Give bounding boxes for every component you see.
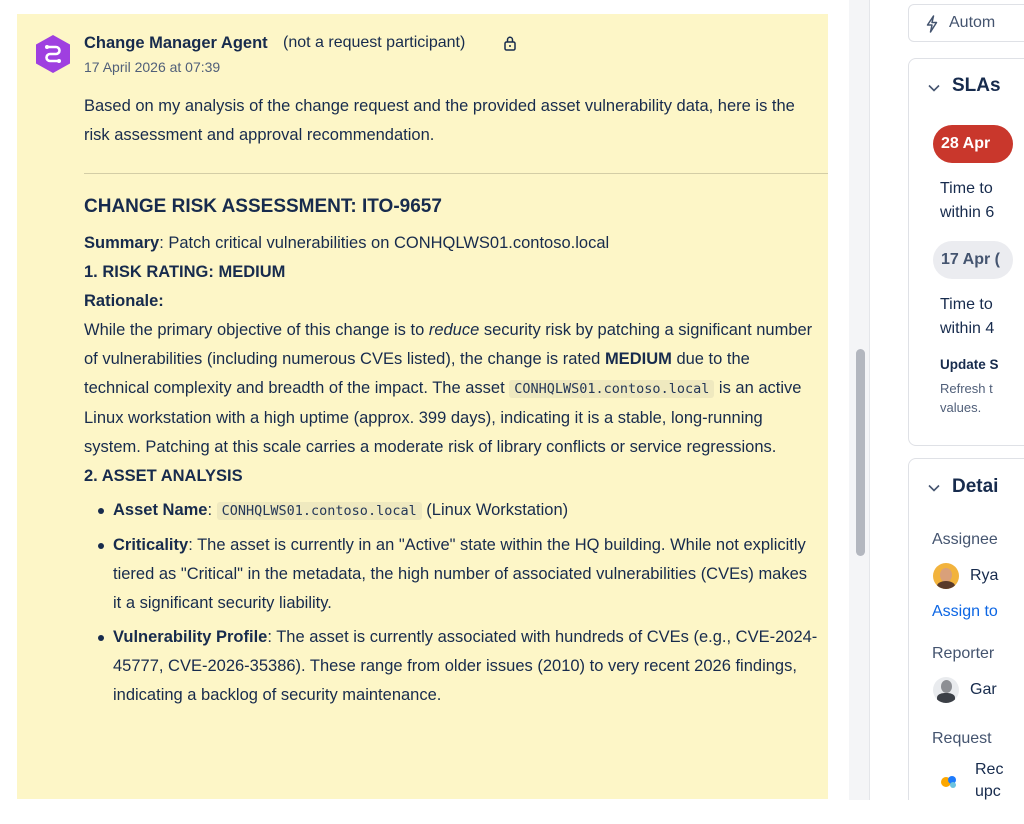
rationale-paragraph bbox=[84, 316, 818, 462]
assignee-name[interactable]: Rya bbox=[970, 567, 999, 584]
list-item bbox=[96, 531, 818, 618]
bullet-text: (Linux Workstation) bbox=[421, 501, 569, 519]
chevron-down-icon[interactable] bbox=[928, 484, 940, 492]
automation-button[interactable] bbox=[908, 4, 1024, 42]
rationale-strong: MEDIUM bbox=[604, 350, 672, 368]
divider bbox=[84, 173, 828, 174]
panel-divider bbox=[869, 0, 870, 800]
lightning-icon bbox=[926, 15, 938, 33]
comment-body bbox=[84, 92, 818, 710]
agent-comment bbox=[17, 14, 828, 799]
asset-analysis-list bbox=[96, 496, 818, 710]
summary-line bbox=[84, 229, 818, 258]
rationale-colon: : bbox=[158, 292, 164, 310]
list-item: Asset Name: CONHQLWS01.contoso.local (Linux Workstation) bbox=[96, 496, 818, 526]
intro-paragraph: Based on my analysis of the change request and the provided asset vulnerability data, here is the risk assessment and approval recommendation. bbox=[84, 97, 795, 144]
comment-author[interactable]: Change Manager Agent bbox=[84, 34, 268, 52]
section1-title: 1. RISK RATING: MEDIUM bbox=[84, 263, 286, 281]
rationale-heading bbox=[84, 287, 818, 316]
rationale-text-3: due to the technical complexity and breadth of the impact. The asset bbox=[84, 350, 750, 397]
sla1-line1: Time to bbox=[940, 180, 993, 197]
lock-icon bbox=[503, 35, 517, 51]
rationale-text-1: While the primary objective of this change is to bbox=[84, 321, 429, 339]
sla2-line1: Time to bbox=[940, 296, 993, 313]
summary-label: Summary bbox=[84, 234, 160, 252]
update-sla-line2: values. bbox=[940, 400, 982, 415]
request-type-line2[interactable]: upc bbox=[975, 783, 1001, 800]
agent-avatar-icon bbox=[35, 34, 71, 74]
details-title[interactable]: Detai bbox=[952, 476, 999, 497]
asset-name-code: CONHQLWS01.contoso.local bbox=[217, 502, 422, 520]
bullet-label: Vulnerability Profile bbox=[113, 628, 268, 646]
automation-label: Autom bbox=[949, 14, 996, 31]
details-panel bbox=[908, 458, 1024, 824]
reporter-name[interactable]: Gar bbox=[970, 681, 997, 698]
sla2-line2: within 4 bbox=[940, 320, 995, 337]
list-item bbox=[96, 623, 818, 710]
chevron-down-icon[interactable] bbox=[928, 84, 940, 92]
update-sla-title[interactable]: Update S bbox=[940, 357, 999, 372]
sla1-line2: within 6 bbox=[940, 204, 995, 221]
request-type-label: Request bbox=[932, 730, 992, 747]
assignee-label: Assignee bbox=[932, 531, 998, 548]
rationale-text-4: is an active Linux workstation with a high uptime (approx. 399 days), indicating it is a stable, long-running system. Patching at this scale carries a moderate risk of library conflicts or service regressions. bbox=[84, 379, 802, 456]
assignee-avatar[interactable] bbox=[933, 563, 959, 589]
rationale-label: Rationale bbox=[84, 292, 159, 310]
comment-timestamp[interactable]: 17 April 2026 at 07:39 bbox=[84, 59, 221, 75]
assessment-heading: CHANGE RISK ASSESSMENT: ITO-9657 bbox=[84, 196, 442, 217]
summary-text: : Patch critical vulnerabilities on CONHQLWS01.contoso.local bbox=[159, 234, 610, 252]
reporter-label: Reporter bbox=[932, 645, 995, 662]
scrollbar-thumb[interactable] bbox=[856, 349, 865, 556]
bullet-text: : The asset is currently associated with hundreds of CVEs (e.g., CVE-2024-45777, CVE-2026-35386). These range from older issues (2010) to very recent 2026 findings, indicating a backlog of security maintenance. bbox=[113, 628, 818, 704]
sla2-date: 17 Apr ( bbox=[941, 251, 1000, 268]
bullet-label: Criticality bbox=[113, 536, 189, 554]
asset-code: CONHQLWS01.contoso.local bbox=[509, 380, 714, 398]
rationale-text-2: security risk by patching a significant number of vulnerabilities (including numerous CVEs listed), the change is rated bbox=[84, 321, 813, 368]
rationale-emphasis: reduce bbox=[428, 321, 480, 339]
reporter-avatar[interactable] bbox=[933, 677, 959, 703]
sla1-date: 28 Apr bbox=[941, 135, 991, 152]
bullet-label: Asset Name bbox=[113, 501, 208, 519]
bullet-text: : The asset is currently in an "Active" state within the HQ building. While not explicitly tiered as "Critical" in the metadata, the high number of associated vulnerabilities (CVEs) makes it a significant security liability. bbox=[113, 536, 808, 612]
author-participant-note: (not a request participant) bbox=[283, 34, 466, 51]
update-sla-line1: Refresh t bbox=[940, 381, 993, 396]
assign-to-me-link[interactable]: Assign to bbox=[932, 603, 998, 620]
request-type-icon bbox=[938, 772, 960, 790]
slas-title[interactable]: SLAs bbox=[952, 75, 1001, 96]
request-type-line1[interactable]: Rec bbox=[975, 761, 1004, 778]
section2-title: 2. ASSET ANALYSIS bbox=[84, 467, 243, 485]
bottom-strip bbox=[0, 800, 1024, 824]
